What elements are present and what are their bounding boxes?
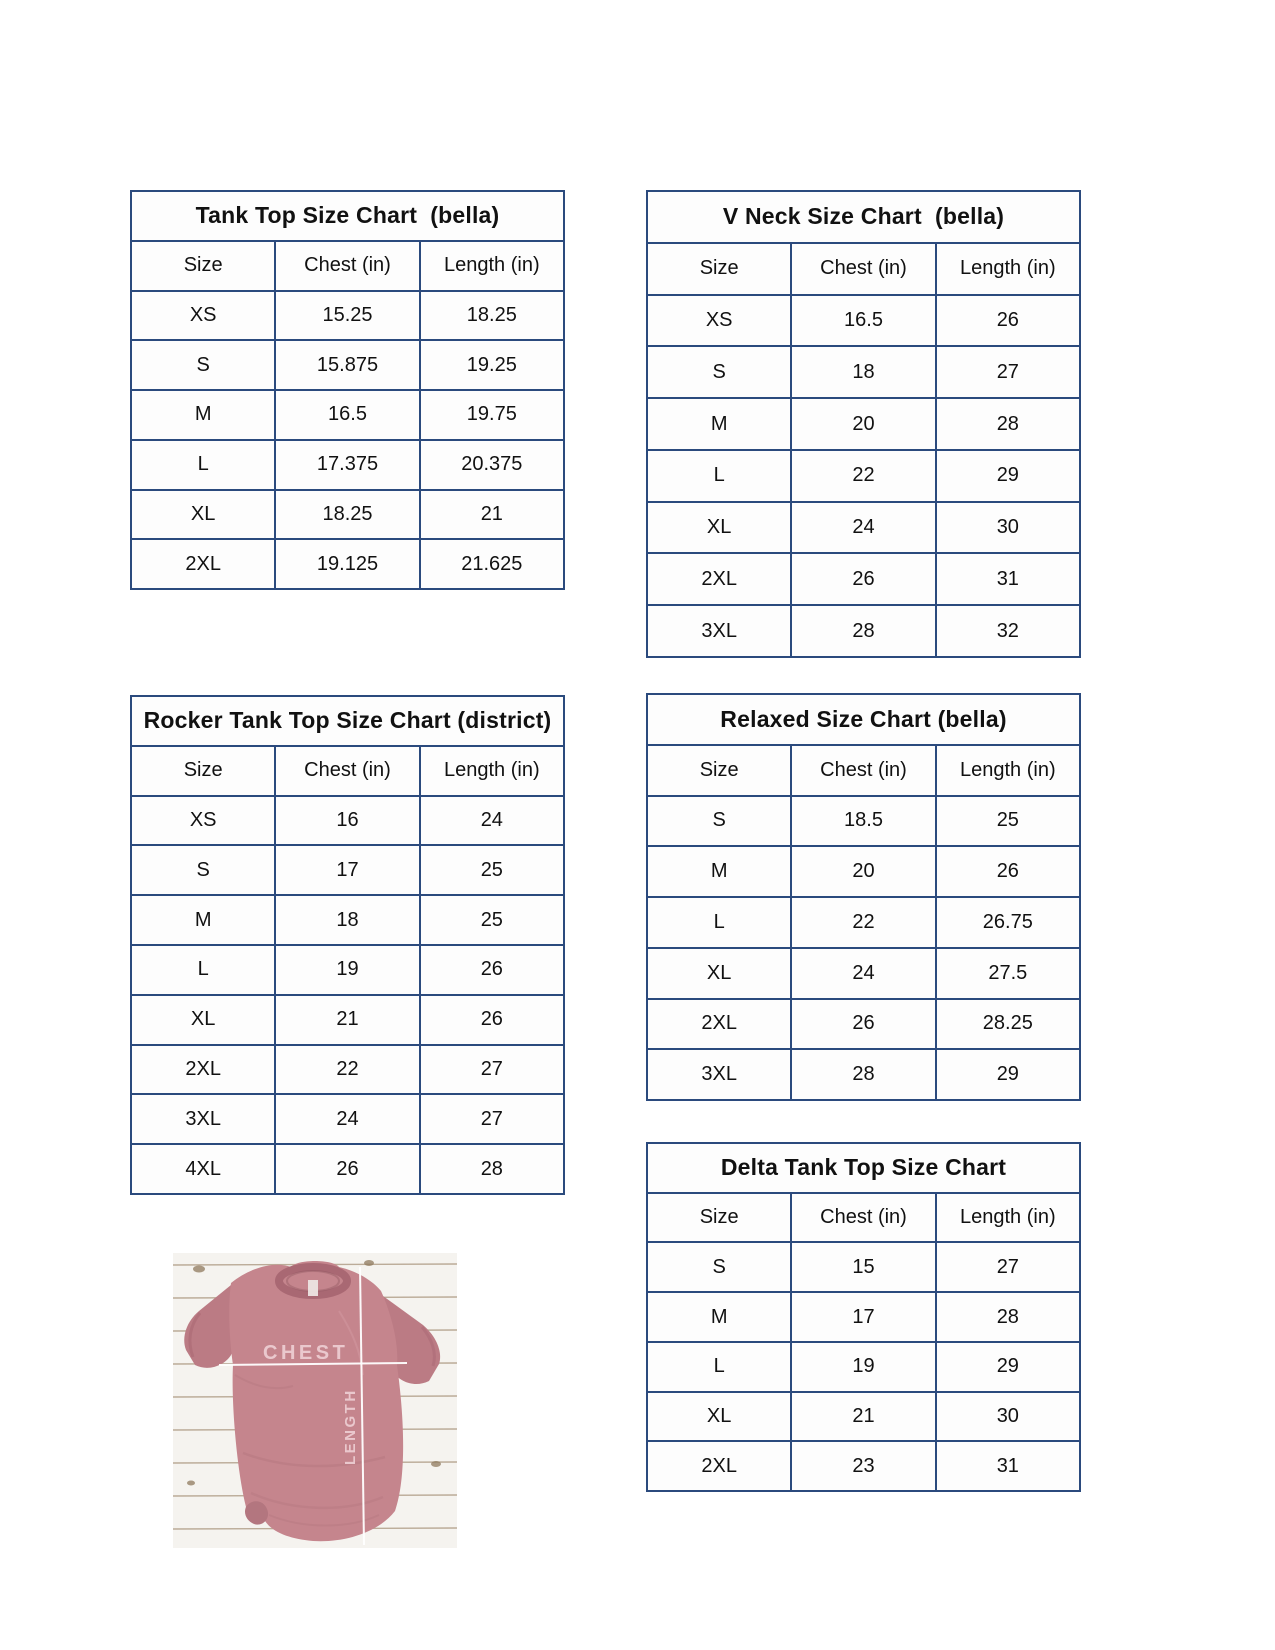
table-header-row: [648, 1192, 1079, 1242]
table-row: [648, 1440, 1079, 1490]
table-cell: 28: [935, 399, 1079, 449]
table-cell: 28: [935, 1293, 1079, 1341]
table-cell: 18.5: [790, 797, 934, 846]
table-cell: 24: [790, 503, 934, 553]
table-row: [648, 1391, 1079, 1441]
table-cell: 28: [790, 606, 934, 656]
table-cell: XL: [706, 961, 732, 984]
table-cell: L: [713, 464, 725, 487]
table-cell: 24: [790, 949, 934, 998]
table-v-neck: [646, 190, 1081, 658]
table-cell: 2XL: [701, 1012, 737, 1035]
table-row: [132, 538, 563, 588]
table-cell: 26: [274, 1145, 418, 1193]
table-cell: 20.375: [419, 441, 563, 489]
table-header-row: [132, 745, 563, 795]
table-cell: 21: [419, 491, 563, 539]
table-cell: 22: [790, 898, 934, 947]
table-cell: XS: [189, 303, 217, 326]
table-cell: 2XL: [185, 1057, 221, 1080]
table-row: [132, 944, 563, 994]
column-header: Length (in): [935, 746, 1079, 795]
table-row: [648, 604, 1079, 656]
table-cell: 17.375: [274, 441, 418, 489]
table-title: Delta Tank Top Size Chart: [720, 1154, 1007, 1181]
table-cell: M: [710, 860, 728, 883]
table-cell: 24: [274, 1095, 418, 1143]
table-cell: 22: [274, 1046, 418, 1094]
column-header: Chest (in): [274, 747, 418, 795]
column-header: Size: [699, 758, 739, 781]
table-cell: 26: [790, 1000, 934, 1049]
table-cell: 19: [274, 946, 418, 994]
column-header: Length (in): [419, 747, 563, 795]
column-header: Size: [699, 257, 739, 280]
table-cell: 21: [790, 1393, 934, 1441]
table-row: [132, 389, 563, 439]
table-cell: 31: [935, 1442, 1079, 1490]
table-row: [648, 998, 1079, 1049]
column-header: Length (in): [935, 244, 1079, 294]
table-cell: 19.75: [419, 391, 563, 439]
table-cell: 15.875: [274, 341, 418, 389]
table-cell: XL: [706, 1404, 732, 1427]
table-relaxed: [646, 693, 1081, 1101]
table-cell: S: [196, 353, 210, 376]
table-title: V Neck Size Chart (bella): [722, 203, 1005, 230]
column-header: Chest (in): [274, 242, 418, 290]
table-cell: 28.25: [935, 1000, 1079, 1049]
table-title: Relaxed Size Chart (bella): [720, 705, 1007, 732]
table-cell: 2XL: [701, 1454, 737, 1477]
table-cell: 27: [419, 1095, 563, 1143]
table-cell: 28: [790, 1050, 934, 1099]
table-cell: S: [196, 858, 210, 881]
table-row: [132, 1093, 563, 1143]
table-cell: 4XL: [185, 1157, 221, 1180]
table-row: [648, 896, 1079, 947]
table-cell: XL: [706, 516, 732, 539]
table-cell: M: [194, 908, 212, 931]
table-row: [132, 489, 563, 539]
table-cell: M: [710, 1305, 728, 1328]
table-cell: 19: [790, 1343, 934, 1391]
table-tank-top: [130, 190, 565, 590]
table-row: [132, 1143, 563, 1193]
table-cell: 18.25: [419, 292, 563, 340]
shirt-measurement-photo: [173, 1253, 457, 1548]
table-row: [132, 290, 563, 340]
column-header: Size: [183, 759, 223, 782]
table-cell: 27.5: [935, 949, 1079, 998]
table-cell: 15: [790, 1243, 934, 1291]
table-cell: 26.75: [935, 898, 1079, 947]
table-cell: 29: [935, 1050, 1079, 1099]
table-cell: 16.5: [274, 391, 418, 439]
table-row: [648, 449, 1079, 501]
table-cell: 26: [790, 554, 934, 604]
table-cell: 31: [935, 554, 1079, 604]
table-rocker-tank: [130, 695, 565, 1195]
column-header: Chest (in): [790, 746, 934, 795]
table-cell: 16: [274, 797, 418, 845]
table-cell: 25: [419, 846, 563, 894]
table-cell: 26: [935, 296, 1079, 346]
table-cell: 20: [790, 399, 934, 449]
table-cell: M: [194, 403, 212, 426]
table-cell: XS: [189, 808, 217, 831]
table-row: [132, 994, 563, 1044]
table-cell: XL: [190, 1008, 216, 1031]
table-cell: 32: [935, 606, 1079, 656]
table-cell: XL: [190, 502, 216, 525]
table-row: [132, 1044, 563, 1094]
table-title: Tank Top Size Chart (bella): [195, 202, 500, 229]
table-cell: 3XL: [701, 1063, 737, 1086]
table-header-row: [132, 240, 563, 290]
table-cell: 23: [790, 1442, 934, 1490]
table-cell: L: [197, 958, 209, 981]
table-cell: 22: [790, 451, 934, 501]
shirt-graphic: [173, 1253, 457, 1548]
column-header: Chest (in): [790, 1194, 934, 1242]
table-cell: 17: [274, 846, 418, 894]
table-cell: 16.5: [790, 296, 934, 346]
column-header: Chest (in): [790, 244, 934, 294]
table-cell: 17: [790, 1293, 934, 1341]
table-row: [648, 845, 1079, 896]
table-cell: L: [197, 453, 209, 476]
table-row: [132, 795, 563, 845]
table-cell: 18.25: [274, 491, 418, 539]
table-cell: 27: [935, 1243, 1079, 1291]
table-cell: S: [712, 360, 726, 383]
table-cell: 2XL: [185, 552, 221, 575]
table-title: Rocker Tank Top Size Chart (district): [143, 707, 552, 734]
table-cell: L: [713, 1355, 725, 1378]
table-cell: S: [712, 1255, 726, 1278]
table-cell: 25: [419, 896, 563, 944]
table-row: [648, 345, 1079, 397]
table-row: [648, 1241, 1079, 1291]
length-label: LENGTH: [342, 1388, 359, 1465]
table-cell: S: [712, 809, 726, 832]
table-row: [648, 397, 1079, 449]
table-cell: 27: [935, 347, 1079, 397]
column-header: Length (in): [935, 1194, 1079, 1242]
table-row: [648, 795, 1079, 846]
table-cell: 25: [935, 797, 1079, 846]
table-cell: 2XL: [701, 567, 737, 590]
table-row: [648, 947, 1079, 998]
table-row: [132, 894, 563, 944]
table-cell: 19.25: [419, 341, 563, 389]
table-header-row: [648, 242, 1079, 294]
table-row: [648, 1048, 1079, 1099]
table-cell: 3XL: [701, 619, 737, 642]
table-cell: 19.125: [274, 540, 418, 588]
table-cell: 30: [935, 503, 1079, 553]
table-row: [648, 501, 1079, 553]
table-cell: 21.625: [419, 540, 563, 588]
table-cell: 28: [419, 1145, 563, 1193]
table-cell: M: [710, 412, 728, 435]
chest-label: CHEST: [263, 1342, 349, 1364]
table-cell: 30: [935, 1393, 1079, 1441]
table-cell: 26: [935, 847, 1079, 896]
column-header: Length (in): [419, 242, 563, 290]
care-tag: [308, 1280, 318, 1296]
table-cell: 20: [790, 847, 934, 896]
table-row: [648, 294, 1079, 346]
table-cell: 3XL: [185, 1107, 221, 1130]
table-row: [132, 844, 563, 894]
table-delta-tank: [646, 1142, 1081, 1492]
table-cell: 15.25: [274, 292, 418, 340]
table-header-row: [648, 744, 1079, 795]
table-cell: XS: [705, 308, 733, 331]
table-cell: 21: [274, 996, 418, 1044]
column-header: Size: [183, 254, 223, 277]
table-cell: 27: [419, 1046, 563, 1094]
column-header: Size: [699, 1206, 739, 1229]
table-row: [132, 439, 563, 489]
table-cell: 29: [935, 451, 1079, 501]
table-row: [648, 1291, 1079, 1341]
table-cell: 18: [274, 896, 418, 944]
table-row: [132, 339, 563, 389]
table-row: [648, 1341, 1079, 1391]
table-row: [648, 552, 1079, 604]
table-cell: L: [713, 910, 725, 933]
table-cell: 24: [419, 797, 563, 845]
table-cell: 18: [790, 347, 934, 397]
table-cell: 26: [419, 996, 563, 1044]
table-cell: 26: [419, 946, 563, 994]
table-cell: 29: [935, 1343, 1079, 1391]
